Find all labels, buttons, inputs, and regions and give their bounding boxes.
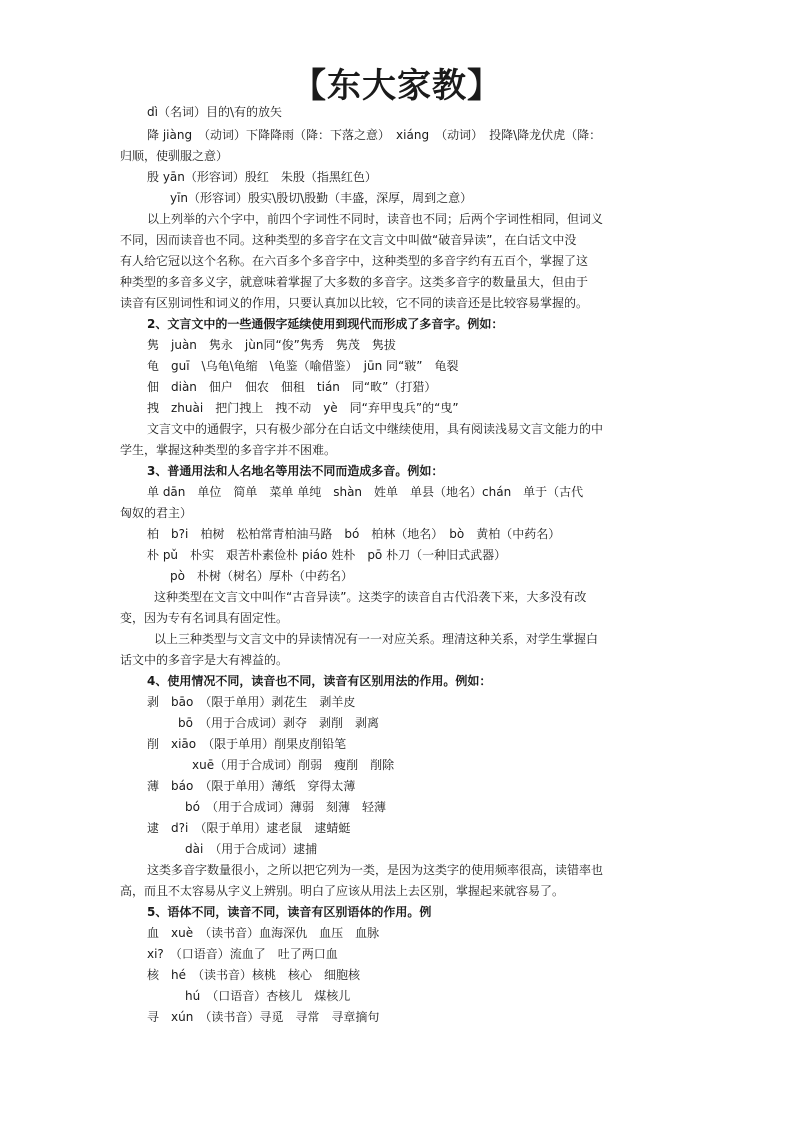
text-line: dài （用于合成词）逮捕 [185,842,318,856]
text-line: xuē（用于合成词）削弱 瘦削 削除 [192,758,395,772]
text-line: 有人给它冠以这个名称。在六百多个多音字中，这种类型的多音字约有五百个，掌握了这 [120,254,589,268]
text-line: 剥 bāo （限于单用）剥花生 剥羊皮 [147,695,356,709]
text-line: 以上列举的六个字中，前四个字词性不同时，读音也不同；后两个字词性相同，但词义 [147,212,604,226]
text-line: 这类多音字数量很小，之所以把它列为一类，是因为这类字的使用频率很高，读错率也 [147,863,604,877]
text-line: 学生，掌握这种类型的多音字并不困难。 [120,443,337,457]
text-line: hú （口语音）杏核儿 煤核儿 [185,989,351,1003]
text-line: 种类型的多音多义字，就意味着掌握了大多数的多音字。这类多音字的数量虽大，但由于 [120,275,589,289]
text-line: 以上三种类型与文言文中的异读情况有一一对应关系。理清这种关系，对学生掌握白 [154,632,599,646]
text-line: 单 dān 单位 简单 菜单 单纯 shàn 姓单 单县（地名）chán 单于（古代 [147,485,584,499]
text-line: pò 朴树（树名）厚朴（中药名） [170,569,353,583]
text-line: 变，因为专有名词具有固定性。 [120,611,289,625]
text-line: bō （用于合成词）剥夺 剥削 剥离 [178,716,379,730]
text-line: xi? （口语音）流血了 吐了两口血 [147,947,338,961]
text-line: 隽 juàn 隽永 jùn同“俊”隽秀 隽茂 隽拔 [147,338,396,352]
text-line: 读音有区别词性和词义的作用，只要认真加以比较，它不同的读音还是比较容易掌握的。 [120,296,589,310]
text-line: 不同，因而读音也不同。这种类型的多音字在文言文中叫做“破音异读”，在白话文中没 [120,233,577,247]
text-line: 话文中的多音字是大有裨益的。 [120,653,289,667]
text-line: 血 xuè （读书音）血海深仇 血压 血脉 [147,926,380,940]
text-line: yīn（形容词）殷实\殷切\殷勤（丰盛，深厚，周到之意） [170,191,473,205]
text-line: 高，而且不太容易从字义上辨别。明白了应该从用法上去区别，掌握起来就容易了。 [120,884,565,898]
text-line: bó （用于合成词）薄弱 刻薄 轻薄 [185,800,386,814]
text-line: 降 jiàng （动词）下降降雨（降：下落之意） xiáng （动词） 投降\降龙伏虎（降： [147,128,602,142]
text-line: 匈奴的君主） [120,506,193,520]
section-heading: 2、文言文中的一些通假字延续使用到现代而形成了多音字。例如： [147,317,504,331]
text-line: 佃 diàn 佃户 佃农 佃租 tián 同“畋”（打猎） [147,380,437,394]
section-heading: 5、语体不同，读音不同，读音有区别语体的作用。例 [147,905,432,919]
text-line: 柏 b?i 柏树 松柏常青柏油马路 bó 柏林（地名） bò 黄柏（中药名） [147,527,561,541]
text-line: 朴 pǔ 朴实 艰苦朴素俭朴 piáo 姓朴 pō 朴刀（一种旧式武器） [147,548,507,562]
text-line: 文言文中的通假字，只有极少部分在白话文中继续使用，具有阅读浅易文言文能力的中 [147,422,604,436]
text-line: 核 hé （读书音）核桃 核心 细胞核 [147,968,360,982]
text-line: 削 xiāo （限于单用）削果皮削铅笔 [147,737,347,751]
text-line: 这种类型在文言文中叫作“古音异读”。这类字的读音自古代沿袭下来，大多没有改 [154,590,587,604]
text-line: 拽 zhuài 把门拽上 拽不动 yè 同“弃甲曳兵”的“曳” [147,401,459,415]
text-line: 逮 d?i （限于单用）逮老鼠 逮蜻蜓 [147,821,351,835]
text-line: 薄 báo （限于单用）薄纸 穿得太薄 [147,779,356,793]
text-line: 寻 xún （读书音）寻觅 寻常 寻章摘句 [147,1010,380,1024]
text-line: 归顺，使驯服之意） [120,149,229,163]
text-line: 殷 yān（形容词）殷红 朱殷（指黑红色） [147,170,377,184]
page-title: 【东大家教】 [292,66,502,106]
section-heading: 3、普通用法和人名地名等用法不同而造成多音。例如： [147,464,444,478]
text-line: 龟 guī \乌龟\龟缩 \龟鉴（喻借鉴） jūn 同“皲” 龟裂 [147,359,459,373]
text-line: dì（名词）目的\有的放矢 [147,105,282,119]
section-heading: 4、使用情况不同，读音也不同，读音有区别用法的作用。例如： [147,674,492,688]
